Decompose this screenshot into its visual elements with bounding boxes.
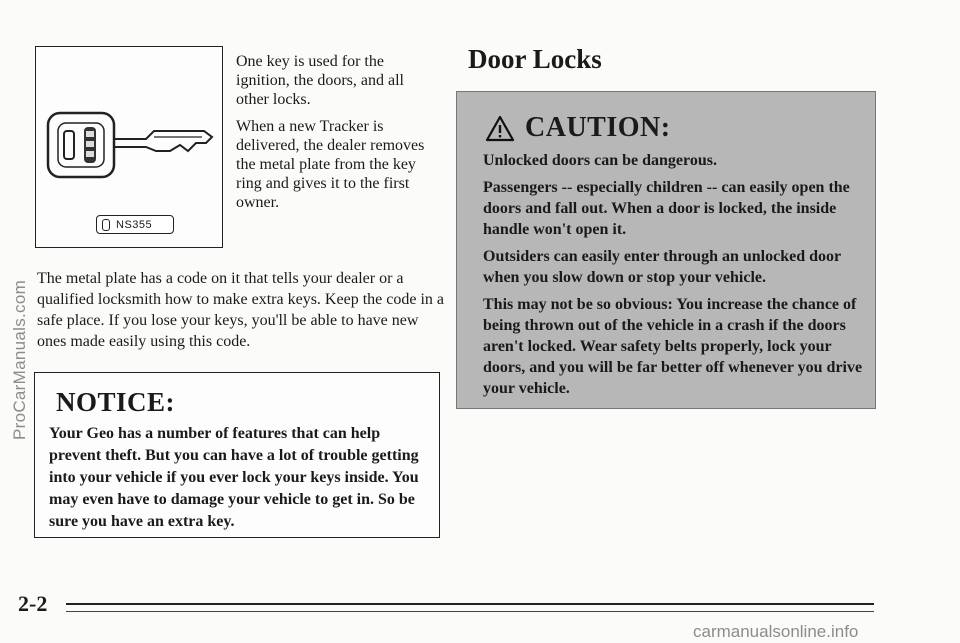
notice-body: Your Geo has a number of features that can help prevent theft. But you can have a lot of trouble getting into your vehicle if you ever lock your keys inside. You may even have to damage your vehicle to get in. So be sure you have an extra key. [49, 425, 419, 530]
key-code-label: NS355 [116, 218, 153, 231]
caution-paragraph: Unlocked doors can be dangerous. [483, 152, 717, 169]
footer-rule [66, 611, 874, 612]
key-code-paragraph: The metal plate has a code on it that tells your dealer or a qualified locksmith how to make extra keys. Keep the code in a safe place. If you lose your keys, you'll be able to have new ones made easily using this code. [37, 270, 444, 350]
caution-body [483, 150, 865, 405]
side-watermark: ProCarManuals.com [10, 279, 29, 440]
key-code-plate [96, 215, 174, 234]
intro-paragraph: One key is used for the ignition, the doors, and all other locks. [236, 53, 404, 108]
caution-paragraph: Passengers -- especially children -- can easily open the doors and fall out. When a door is locked, the inside handle won't open it. [483, 179, 850, 238]
warning-triangle-icon [485, 115, 515, 142]
section-heading: Door Locks [468, 44, 602, 74]
caution-title: CAUTION: [525, 112, 671, 143]
caution-header [485, 112, 671, 144]
caution-box [456, 91, 876, 409]
plate-hole-icon [102, 219, 110, 231]
caution-paragraph: Outsiders can easily enter through an unlocked door when you slow down or stop your vehicle. [483, 248, 841, 286]
footer-rule [66, 603, 874, 605]
intro-text [236, 52, 426, 220]
notice-box [34, 372, 440, 538]
bottom-watermark: carmanualsonline.info [693, 622, 859, 641]
page-number: 2-2 [18, 591, 48, 616]
key-illustration [35, 46, 223, 248]
notice-title: NOTICE: [56, 387, 176, 417]
intro-paragraph: When a new Tracker is delivered, the dealer removes the metal plate from the key ring and gives it to the first owner. [236, 118, 425, 211]
caution-paragraph: This may not be so obvious: You increase the chance of being thrown out of the vehicle in a crash if the doors aren't locked. Wear safety belts properly, lock your doors, and you will be far better off whenever you drive your vehicle. [483, 296, 863, 397]
